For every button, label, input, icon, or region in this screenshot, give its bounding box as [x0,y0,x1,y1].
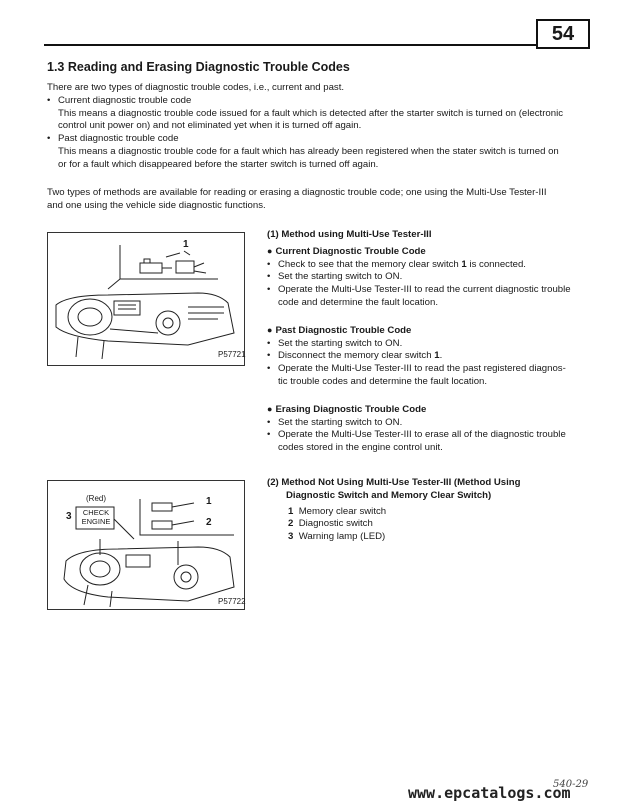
footer-code: 540-29 [553,779,589,790]
check-engine-lamp [79,508,113,526]
bullet-dot-icon: ● [267,403,273,414]
figure1-code: P57721 [218,350,246,359]
method1-heading: (1) Method using Multi-Use Tester-III [267,229,432,240]
bullet-dot-icon: ● [267,324,273,335]
past-code-title: Past Diagnostic Trouble Code [275,324,412,336]
method2-heading-line-2: Diagnostic Switch and Memory Clear Switch) [286,489,492,501]
switch-location-illustration [48,481,244,609]
past-code-desc-2: or for a fault which disappeared before the starter switch is turned off again. [58,158,379,170]
erasing-step-2-cont: codes stored in the engine control unit. [278,442,443,454]
current-step-3: • Operate the Multi-Use Tester-III to read the current diagnostic trouble [267,284,571,297]
figure-diagnostic-switches [47,480,245,610]
lamp-text-line-2: ENGINE [81,517,111,526]
method2-heading-line-1: (2) Method Not Using Multi-Use Tester-III (Method Using [267,477,521,488]
current-code-desc-2: control unit power on) and not eliminated yet when it is turned off again. [58,120,362,132]
current-step-2: • Set the starting switch to ON. [267,271,571,284]
current-code-title: Current Diagnostic Trouble Code [275,245,426,257]
figure2-code: P57722 [218,597,246,606]
figure-tester-connection [47,232,245,366]
method1-block [267,229,571,455]
method2-block [267,477,521,544]
dashboard-connector-illustration [48,233,244,365]
intro-block [47,82,563,172]
intro-line: There are two types of diagnostic trouble codes, i.e., current and past. [47,82,345,93]
erasing-code-title: Erasing Diagnostic Trouble Code [275,403,427,415]
legend-item: 1 Memory clear switch [288,505,387,517]
methods-line-1: Two types of methods are available for reading or erasing a diagnostic trouble code; one using the Multi-Use Tester-III [47,187,547,198]
past-code-desc-1: This means a diagnostic trouble code for a fault which has already been registered when the stater switch is turned on [58,145,559,157]
figure2-callout-1: 1 [206,496,212,507]
past-step-3-cont: tic trouble codes and determine the fault location. [278,375,488,387]
erasing-step-2: • Operate the Multi-Use Tester-III to erase all of the diagnostic trouble [267,429,571,442]
bullet-dot-icon: ● [267,245,273,256]
figure1-callout-1: 1 [183,239,189,250]
past-step-3: • Operate the Multi-Use Tester-III to read the past registered diagnos- [267,363,571,376]
lamp-text-line-1: CHECK [82,508,110,517]
figure2-callout-3: 3 [66,511,72,522]
page-number: 54 [536,19,590,49]
legend-item: 3 Warning lamp (LED) [288,531,386,543]
watermark: www.epcatalogs.com [408,784,571,802]
past-code-label: • Past diagnostic trouble code [47,133,563,146]
section-title: 1.3 Reading and Erasing Diagnostic Trouble Codes [47,60,350,74]
methods-paragraph [47,187,547,213]
current-code-desc-1: This means a diagnostic trouble code issued for a fault which is detected after the starter switch is turned on (electronic [58,107,563,119]
header-rule [44,44,584,46]
erasing-step-1: • Set the starting switch to ON. [267,417,571,430]
current-step-1: • Check to see that the memory clear switch 1 is connected. [267,259,571,272]
past-step-1: • Set the starting switch to ON. [267,338,571,351]
figure2-callout-2: 2 [206,517,212,528]
red-lamp-label: (Red) [86,494,107,503]
current-step-3-cont: code and determine the fault location. [278,296,439,308]
current-code-label: • Current diagnostic trouble code [47,95,563,108]
past-step-2: • Disconnect the memory clear switch 1. [267,350,571,363]
methods-line-2: and one using the vehicle side diagnostic functions. [47,199,266,211]
legend-item: 2 Diagnostic switch [288,518,373,530]
